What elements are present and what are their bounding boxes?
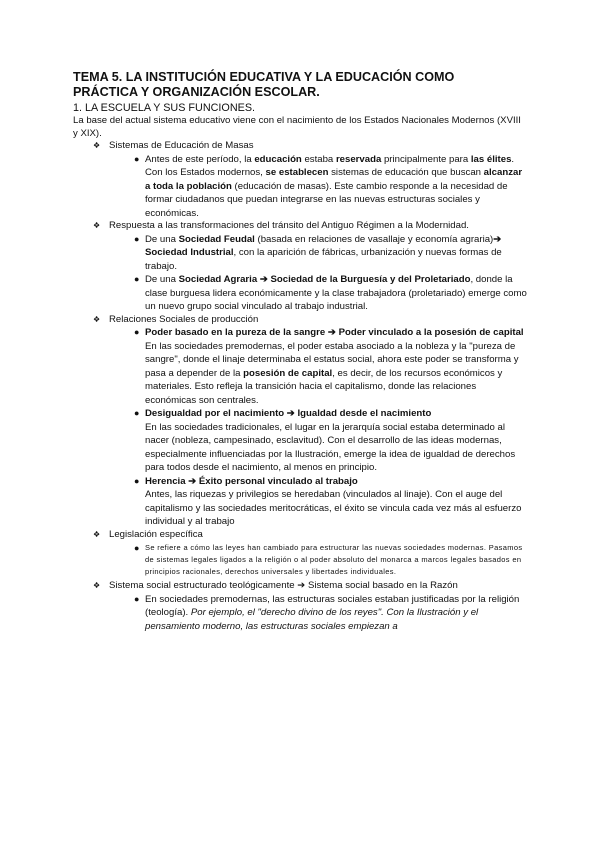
- text-run: Se refiere a cómo las leyes han cambiado para estructurar las nuevas sociedades modernas. Pasamos de sistemas legales ligados a la religión o al poder absoluto del monarca a marcos legales basados en principios racionales, derechos universales y libertades individuales.: [145, 542, 523, 576]
- bold-run: se establecen: [265, 167, 329, 179]
- text-run: En sociedades premodernas, las estructuras sociales estaban justificadas por la religión (teología).: [145, 593, 520, 619]
- diamond-bullet-icon: ❖: [93, 221, 101, 231]
- text-run: (basada en relaciones de vasallaje y economía agraria): [254, 233, 494, 245]
- section-heading: 1. LA ESCUELA Y SUS FUNCIONES.: [73, 102, 256, 114]
- bold-run: Sociedad Agraria ➔ Sociedad de la Burguesía y del Proletariado: [178, 274, 471, 286]
- text-run: Antes de este período, la: [145, 153, 255, 165]
- text-run: estaba: [301, 153, 336, 165]
- intro-paragraph: La base del actual sistema educativo viene con el nacimiento de los Estados Nacionales Modernos (XVIII y XIX).: [73, 115, 521, 139]
- text-run: . Con los Estados modernos,: [145, 153, 515, 179]
- list-item-transformaciones: [73, 220, 528, 233]
- sub-item: [73, 542, 528, 579]
- bold-run: ➔ Sociedad Industrial: [145, 233, 502, 259]
- document-title: [73, 70, 528, 100]
- sub-item: [73, 273, 528, 314]
- list-item-relaciones: [73, 314, 528, 327]
- document-page: [73, 70, 528, 633]
- diamond-bullet-icon: ❖: [93, 141, 101, 151]
- diamond-bullet-icon: ❖: [93, 581, 101, 591]
- text-run: principalmente para: [381, 153, 471, 165]
- bold-run: posesión de capital: [243, 367, 333, 379]
- list-item-heading: Legislación específica: [109, 528, 203, 540]
- diamond-bullet-icon: ❖: [93, 529, 101, 539]
- list-item-heading: Respuesta a las transformaciones del tránsito del Antiguo Régimen a la Modernidad.: [109, 220, 469, 232]
- text-run: En las sociedades premodernas, el poder estaba asociado a la nobleza y la "pureza de sangre", donde el linaje determinaba el estatus social, ahora este poder se transforma y pasa a depender de la: [145, 340, 519, 379]
- dot-bullet-icon: ●: [134, 542, 140, 553]
- sub-item: [73, 153, 528, 221]
- bold-run: las élites: [470, 153, 512, 165]
- text-run: , es decir, de los recursos económicos y materiales. Esto refleja la transición hacia el capitalismo, donde las relaciones económicas son centrales.: [145, 367, 503, 406]
- sub-item: [73, 593, 528, 634]
- bold-run: reservada: [335, 153, 382, 165]
- list-item-masas: [73, 140, 528, 153]
- list-item-heading: Relaciones Sociales de producción: [109, 313, 259, 325]
- bold-run: educación: [254, 153, 302, 165]
- sub-item: [73, 326, 528, 407]
- bold-run: alcanzar a toda la población: [145, 167, 523, 192]
- text-run: Antes, las riquezas y privilegios se heredaban (vinculados al linaje). Con el auge del capitalismo y las sociedades meritocráticas, el éxito se vincula cada vez más al esfuerzo individual y al trabajo: [145, 489, 522, 528]
- dot-bullet-icon: ●: [134, 233, 140, 244]
- sub-item: [73, 233, 528, 274]
- sub-item: [73, 407, 528, 475]
- list-item-sistema-social: [73, 580, 528, 593]
- italic-run: Por ejemplo, el "derecho divino de los reyes". Con la Ilustración y el pensamiento moderno, las estructuras sociales empiezan a: [145, 607, 479, 632]
- bold-run: Desigualdad por el nacimiento ➔ Igualdad desde el nacimiento: [145, 408, 432, 420]
- dot-bullet-icon: ●: [134, 593, 140, 604]
- list-item-heading: Sistemas de Educación de Masas: [109, 140, 254, 152]
- bold-run: Poder basado en la pureza de la sangre ➔ Poder vinculado a la posesión de capital: [145, 327, 524, 339]
- dot-bullet-icon: ●: [134, 475, 140, 486]
- bold-run: Sociedad Feudal: [178, 233, 255, 245]
- text-run: En las sociedades tradicionales, el lugar en la jerarquía social estaba determinado al nacer (nobleza, campesinado, esclavitud). Con el desarrollo de las ideas modernas, especialmente influenciadas por la Ilustración, emerge la idea de igualdad de derechos para todos desde el nacimiento, al menos en principio.: [145, 421, 516, 474]
- text-run: (educación de masas). Este cambio responde a la necesidad de formar ciudadanos que puedan integrarse en las nuevas estructuras sociales y económicas.: [145, 180, 508, 219]
- title-line-1: TEMA 5. LA INSTITUCIÓN EDUCATIVA Y LA EDUCACIÓN COMO: [73, 70, 455, 84]
- diamond-bullet-icon: ❖: [93, 314, 101, 324]
- bold-run: Herencia ➔ Éxito personal vinculado al trabajo: [145, 475, 358, 487]
- list-item-legislacion: [73, 529, 528, 542]
- dot-bullet-icon: ●: [134, 327, 140, 338]
- text-run: De una: [145, 274, 179, 286]
- dot-bullet-icon: ●: [134, 153, 140, 164]
- sub-item: [73, 475, 528, 529]
- text-run: , donde la clase burguesa lidera económicamente y la clase trabajadora (proletariado) emerge como un nuevo grupo social vinculado al trabajo industrial.: [145, 274, 527, 313]
- title-line-2: PRÁCTICA Y ORGANIZACIÓN ESCOLAR.: [73, 85, 320, 99]
- list-item-heading: Sistema social estructurado teológicamente ➔ Sistema social basado en la Razón: [109, 580, 458, 592]
- text-run: De una: [145, 233, 179, 245]
- dot-bullet-icon: ●: [134, 408, 140, 419]
- text-run: sistemas de educación que buscan: [328, 167, 484, 179]
- dot-bullet-icon: ●: [134, 274, 140, 285]
- text-run: , con la aparición de fábricas, urbanización y nuevas formas de trabajo.: [145, 247, 502, 272]
